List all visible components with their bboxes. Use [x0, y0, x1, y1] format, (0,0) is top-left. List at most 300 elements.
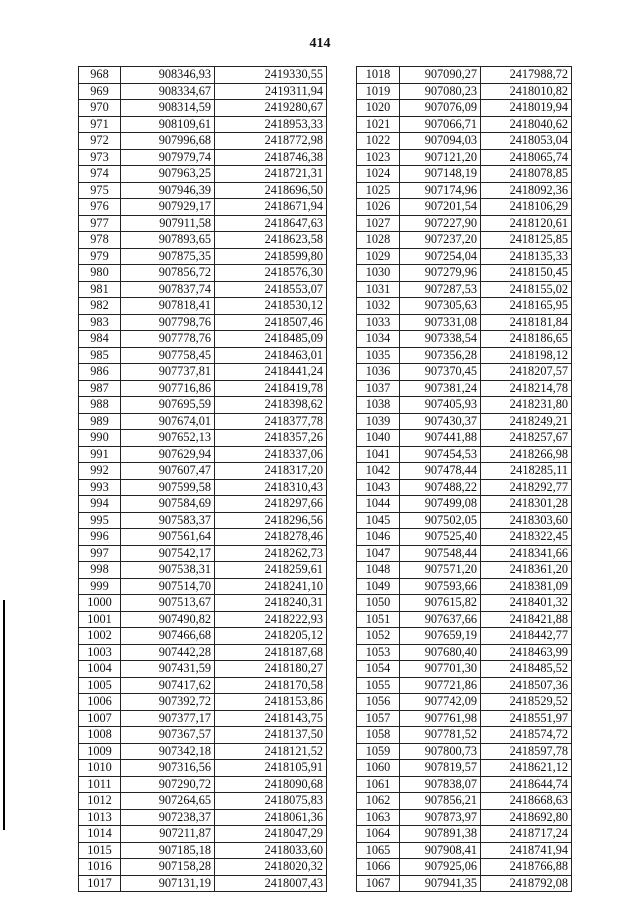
point-number-cell: 977 [79, 215, 121, 232]
y-coordinate-cell: 2418647,63 [215, 215, 327, 232]
x-coordinate-cell: 907442,28 [121, 644, 215, 661]
y-coordinate-cell: 2418205,12 [215, 628, 327, 645]
point-number-cell: 1042 [357, 463, 400, 480]
x-coordinate-cell: 907287,53 [400, 281, 481, 298]
point-number-cell: 1044 [357, 496, 400, 513]
x-coordinate-cell: 907227,90 [400, 215, 481, 232]
x-coordinate-cell: 907680,40 [400, 644, 481, 661]
x-coordinate-cell: 907290,72 [121, 776, 215, 793]
table-body-left [79, 67, 327, 892]
y-coordinate-cell: 2418341,66 [481, 545, 572, 562]
x-coordinate-cell: 907979,74 [121, 149, 215, 166]
table-row [357, 776, 572, 793]
y-coordinate-cell: 2418507,46 [215, 314, 327, 331]
x-coordinate-cell: 907279,96 [400, 265, 481, 282]
y-coordinate-cell: 2418007,43 [215, 875, 327, 892]
y-coordinate-cell: 2418766,88 [481, 859, 572, 876]
point-number-cell: 1058 [357, 727, 400, 744]
y-coordinate-cell: 2418105,91 [215, 760, 327, 777]
table-row [357, 133, 572, 150]
y-coordinate-cell: 2418257,67 [481, 430, 572, 447]
x-coordinate-cell: 908346,93 [121, 67, 215, 84]
y-coordinate-cell: 2418398,62 [215, 397, 327, 414]
y-coordinate-cell: 2418075,83 [215, 793, 327, 810]
y-coordinate-cell: 2418551,97 [481, 710, 572, 727]
table-row [357, 430, 572, 447]
point-number-cell: 970 [79, 100, 121, 117]
table-row [79, 578, 327, 595]
point-number-cell: 990 [79, 430, 121, 447]
table-row [357, 562, 572, 579]
y-coordinate-cell: 2418033,60 [215, 842, 327, 859]
x-coordinate-cell: 907674,01 [121, 413, 215, 430]
x-coordinate-cell: 907875,35 [121, 248, 215, 265]
table-row [79, 100, 327, 117]
table-row [79, 397, 327, 414]
y-coordinate-cell: 2418241,10 [215, 578, 327, 595]
x-coordinate-cell: 907891,38 [400, 826, 481, 843]
point-number-cell: 1018 [357, 67, 400, 84]
point-number-cell: 1053 [357, 644, 400, 661]
point-number-cell: 1064 [357, 826, 400, 843]
y-coordinate-cell: 2418047,29 [215, 826, 327, 843]
y-coordinate-cell: 2418297,66 [215, 496, 327, 513]
y-coordinate-cell: 2418668,63 [481, 793, 572, 810]
table-row [357, 413, 572, 430]
point-number-cell: 1008 [79, 727, 121, 744]
y-coordinate-cell: 2418181,84 [481, 314, 572, 331]
point-number-cell: 1059 [357, 743, 400, 760]
table-row [357, 232, 572, 249]
table-row [79, 232, 327, 249]
table-row [79, 677, 327, 694]
point-number-cell: 1063 [357, 809, 400, 826]
point-number-cell: 978 [79, 232, 121, 249]
x-coordinate-cell: 907094,03 [400, 133, 481, 150]
y-coordinate-cell: 2418381,09 [481, 578, 572, 595]
x-coordinate-cell: 907637,66 [400, 611, 481, 628]
table-row [357, 760, 572, 777]
table-row [357, 364, 572, 381]
table-row [79, 265, 327, 282]
x-coordinate-cell: 907742,09 [400, 694, 481, 711]
y-coordinate-cell: 2418121,52 [215, 743, 327, 760]
x-coordinate-cell: 907856,72 [121, 265, 215, 282]
table-row [79, 380, 327, 397]
point-number-cell: 1015 [79, 842, 121, 859]
y-coordinate-cell: 2418150,45 [481, 265, 572, 282]
x-coordinate-cell: 908109,61 [121, 116, 215, 133]
table-row [79, 463, 327, 480]
y-coordinate-cell: 2418553,07 [215, 281, 327, 298]
y-coordinate-cell: 2418259,61 [215, 562, 327, 579]
x-coordinate-cell: 907417,62 [121, 677, 215, 694]
x-coordinate-cell: 907963,25 [121, 166, 215, 183]
table-row [79, 149, 327, 166]
x-coordinate-cell: 907798,76 [121, 314, 215, 331]
table-row [79, 661, 327, 678]
y-coordinate-cell: 2418441,24 [215, 364, 327, 381]
point-number-cell: 1029 [357, 248, 400, 265]
y-coordinate-cell: 2418692,80 [481, 809, 572, 826]
x-coordinate-cell: 907701,30 [400, 661, 481, 678]
table-row [79, 710, 327, 727]
point-number-cell: 976 [79, 199, 121, 216]
point-number-cell: 993 [79, 479, 121, 496]
table-row [357, 380, 572, 397]
y-coordinate-cell: 2418120,61 [481, 215, 572, 232]
point-number-cell: 980 [79, 265, 121, 282]
x-coordinate-cell: 907837,74 [121, 281, 215, 298]
point-number-cell: 998 [79, 562, 121, 579]
point-number-cell: 1003 [79, 644, 121, 661]
y-coordinate-cell: 2418401,32 [481, 595, 572, 612]
y-coordinate-cell: 2418421,88 [481, 611, 572, 628]
point-number-cell: 994 [79, 496, 121, 513]
point-number-cell: 1033 [357, 314, 400, 331]
table-row [79, 826, 327, 843]
x-coordinate-cell: 907514,70 [121, 578, 215, 595]
y-coordinate-cell: 2419280,67 [215, 100, 327, 117]
y-coordinate-cell: 2418597,78 [481, 743, 572, 760]
point-number-cell: 984 [79, 331, 121, 348]
x-coordinate-cell: 907629,94 [121, 446, 215, 463]
y-coordinate-cell: 2418040,62 [481, 116, 572, 133]
y-coordinate-cell: 2418266,98 [481, 446, 572, 463]
x-coordinate-cell: 907925,06 [400, 859, 481, 876]
point-number-cell: 983 [79, 314, 121, 331]
x-coordinate-cell: 907264,65 [121, 793, 215, 810]
y-coordinate-cell: 2418696,50 [215, 182, 327, 199]
table-row [79, 281, 327, 298]
page-number: 414 [309, 36, 331, 51]
x-coordinate-cell: 907466,68 [121, 628, 215, 645]
table-row [357, 265, 572, 282]
point-number-cell: 988 [79, 397, 121, 414]
point-number-cell: 1067 [357, 875, 400, 892]
x-coordinate-cell: 907502,05 [400, 512, 481, 529]
point-number-cell: 1034 [357, 331, 400, 348]
point-number-cell: 1045 [357, 512, 400, 529]
point-number-cell: 1000 [79, 595, 121, 612]
table-row [79, 793, 327, 810]
x-coordinate-cell: 907076,09 [400, 100, 481, 117]
y-coordinate-cell: 2418078,85 [481, 166, 572, 183]
coordinates-table-right [356, 66, 572, 892]
table-row [79, 413, 327, 430]
table-row [357, 611, 572, 628]
table-row [79, 331, 327, 348]
x-coordinate-cell: 907818,41 [121, 298, 215, 315]
table-row [357, 314, 572, 331]
point-number-cell: 982 [79, 298, 121, 315]
margin-scan-mark [3, 600, 5, 830]
table-row [79, 562, 327, 579]
y-coordinate-cell: 2418317,20 [215, 463, 327, 480]
x-coordinate-cell: 907305,63 [400, 298, 481, 315]
table-row [357, 677, 572, 694]
x-coordinate-cell: 907381,24 [400, 380, 481, 397]
table-row [357, 215, 572, 232]
y-coordinate-cell: 2418361,20 [481, 562, 572, 579]
table-row [357, 727, 572, 744]
table-row [79, 545, 327, 562]
table-row [357, 842, 572, 859]
y-coordinate-cell: 2418019,94 [481, 100, 572, 117]
point-number-cell: 1026 [357, 199, 400, 216]
table-row [357, 298, 572, 315]
y-coordinate-cell: 2418153,86 [215, 694, 327, 711]
point-number-cell: 1054 [357, 661, 400, 678]
y-coordinate-cell: 2418530,12 [215, 298, 327, 315]
x-coordinate-cell: 907615,82 [400, 595, 481, 612]
y-coordinate-cell: 2418463,01 [215, 347, 327, 364]
table-row [357, 182, 572, 199]
table-row [79, 694, 327, 711]
table-row [357, 149, 572, 166]
table-row [357, 578, 572, 595]
point-number-cell: 1027 [357, 215, 400, 232]
point-number-cell: 1022 [357, 133, 400, 150]
table-row [357, 166, 572, 183]
x-coordinate-cell: 907838,07 [400, 776, 481, 793]
table-row [79, 628, 327, 645]
table-row [79, 727, 327, 744]
y-coordinate-cell: 2418576,30 [215, 265, 327, 282]
x-coordinate-cell: 907405,93 [400, 397, 481, 414]
x-coordinate-cell: 907893,65 [121, 232, 215, 249]
x-coordinate-cell: 907856,21 [400, 793, 481, 810]
point-number-cell: 987 [79, 380, 121, 397]
y-coordinate-cell: 2418155,02 [481, 281, 572, 298]
table-row [357, 83, 572, 100]
y-coordinate-cell: 2418301,28 [481, 496, 572, 513]
table-row [79, 842, 327, 859]
x-coordinate-cell: 907873,97 [400, 809, 481, 826]
y-coordinate-cell: 2418222,93 [215, 611, 327, 628]
point-number-cell: 1040 [357, 430, 400, 447]
x-coordinate-cell: 907761,98 [400, 710, 481, 727]
table-row [79, 529, 327, 546]
x-coordinate-cell: 907721,86 [400, 677, 481, 694]
y-coordinate-cell: 2418143,75 [215, 710, 327, 727]
table-row [79, 166, 327, 183]
table-row [79, 760, 327, 777]
point-number-cell: 1039 [357, 413, 400, 430]
point-number-cell: 1019 [357, 83, 400, 100]
point-number-cell: 1001 [79, 611, 121, 628]
point-number-cell: 1048 [357, 562, 400, 579]
point-number-cell: 1047 [357, 545, 400, 562]
x-coordinate-cell: 907513,67 [121, 595, 215, 612]
table-row [357, 875, 572, 892]
x-coordinate-cell: 907488,22 [400, 479, 481, 496]
table-row [357, 479, 572, 496]
point-number-cell: 1031 [357, 281, 400, 298]
x-coordinate-cell: 907254,04 [400, 248, 481, 265]
table-row [357, 281, 572, 298]
point-number-cell: 979 [79, 248, 121, 265]
point-number-cell: 981 [79, 281, 121, 298]
point-number-cell: 968 [79, 67, 121, 84]
x-coordinate-cell: 907201,54 [400, 199, 481, 216]
table-row [357, 595, 572, 612]
y-coordinate-cell: 2418377,78 [215, 413, 327, 430]
y-coordinate-cell: 2419330,55 [215, 67, 327, 84]
point-number-cell: 1050 [357, 595, 400, 612]
y-coordinate-cell: 2418198,12 [481, 347, 572, 364]
table-row [357, 397, 572, 414]
table-row [79, 248, 327, 265]
point-number-cell: 989 [79, 413, 121, 430]
y-coordinate-cell: 2418170,58 [215, 677, 327, 694]
x-coordinate-cell: 907211,87 [121, 826, 215, 843]
x-coordinate-cell: 907652,13 [121, 430, 215, 447]
y-coordinate-cell: 2419311,94 [215, 83, 327, 100]
table-row [79, 859, 327, 876]
point-number-cell: 1013 [79, 809, 121, 826]
x-coordinate-cell: 907377,17 [121, 710, 215, 727]
point-number-cell: 1025 [357, 182, 400, 199]
y-coordinate-cell: 2418065,74 [481, 149, 572, 166]
x-coordinate-cell: 907778,76 [121, 331, 215, 348]
point-number-cell: 1012 [79, 793, 121, 810]
point-number-cell: 1043 [357, 479, 400, 496]
point-number-cell: 1009 [79, 743, 121, 760]
x-coordinate-cell: 907131,19 [121, 875, 215, 892]
point-number-cell: 1030 [357, 265, 400, 282]
y-coordinate-cell: 2418214,78 [481, 380, 572, 397]
x-coordinate-cell: 907342,18 [121, 743, 215, 760]
x-coordinate-cell: 907370,45 [400, 364, 481, 381]
y-coordinate-cell: 2418278,46 [215, 529, 327, 546]
y-coordinate-cell: 2418717,24 [481, 826, 572, 843]
point-number-cell: 1020 [357, 100, 400, 117]
point-number-cell: 1036 [357, 364, 400, 381]
x-coordinate-cell: 907392,72 [121, 694, 215, 711]
x-coordinate-cell: 907238,37 [121, 809, 215, 826]
table-row [79, 430, 327, 447]
y-coordinate-cell: 2418357,26 [215, 430, 327, 447]
point-number-cell: 1014 [79, 826, 121, 843]
x-coordinate-cell: 907996,68 [121, 133, 215, 150]
table-row [79, 182, 327, 199]
point-number-cell: 1010 [79, 760, 121, 777]
point-number-cell: 1002 [79, 628, 121, 645]
table-row [357, 859, 572, 876]
y-coordinate-cell: 2418186,65 [481, 331, 572, 348]
x-coordinate-cell: 907593,66 [400, 578, 481, 595]
y-coordinate-cell: 2418303,60 [481, 512, 572, 529]
x-coordinate-cell: 907431,59 [121, 661, 215, 678]
point-number-cell: 991 [79, 446, 121, 463]
point-number-cell: 999 [79, 578, 121, 595]
point-number-cell: 1055 [357, 677, 400, 694]
y-coordinate-cell: 2418671,94 [215, 199, 327, 216]
point-number-cell: 986 [79, 364, 121, 381]
x-coordinate-cell: 908334,67 [121, 83, 215, 100]
y-coordinate-cell: 2418485,09 [215, 331, 327, 348]
x-coordinate-cell: 907908,41 [400, 842, 481, 859]
x-coordinate-cell: 907237,20 [400, 232, 481, 249]
x-coordinate-cell: 907819,57 [400, 760, 481, 777]
table-row [79, 364, 327, 381]
x-coordinate-cell: 907929,17 [121, 199, 215, 216]
table-row [79, 875, 327, 892]
point-number-cell: 1046 [357, 529, 400, 546]
table-row [357, 512, 572, 529]
x-coordinate-cell: 907148,19 [400, 166, 481, 183]
table-row [357, 463, 572, 480]
x-coordinate-cell: 907941,35 [400, 875, 481, 892]
table-row [357, 248, 572, 265]
y-coordinate-cell: 2418310,43 [215, 479, 327, 496]
y-coordinate-cell: 2418337,06 [215, 446, 327, 463]
y-coordinate-cell: 2418296,56 [215, 512, 327, 529]
point-number-cell: 1006 [79, 694, 121, 711]
x-coordinate-cell: 907158,28 [121, 859, 215, 876]
point-number-cell: 1032 [357, 298, 400, 315]
y-coordinate-cell: 2418285,11 [481, 463, 572, 480]
x-coordinate-cell: 907185,18 [121, 842, 215, 859]
table-row [357, 67, 572, 84]
table-row [79, 83, 327, 100]
y-coordinate-cell: 2418746,38 [215, 149, 327, 166]
point-number-cell: 1038 [357, 397, 400, 414]
y-coordinate-cell: 2418240,31 [215, 595, 327, 612]
table-row [79, 314, 327, 331]
point-number-cell: 1066 [357, 859, 400, 876]
y-coordinate-cell: 2418772,98 [215, 133, 327, 150]
x-coordinate-cell: 907090,27 [400, 67, 481, 84]
point-number-cell: 1004 [79, 661, 121, 678]
x-coordinate-cell: 907331,08 [400, 314, 481, 331]
x-coordinate-cell: 907781,52 [400, 727, 481, 744]
y-coordinate-cell: 2418792,08 [481, 875, 572, 892]
x-coordinate-cell: 907066,71 [400, 116, 481, 133]
y-coordinate-cell: 2418053,04 [481, 133, 572, 150]
x-coordinate-cell: 907737,81 [121, 364, 215, 381]
x-coordinate-cell: 907542,17 [121, 545, 215, 562]
point-number-cell: 1023 [357, 149, 400, 166]
y-coordinate-cell: 2418020,32 [215, 859, 327, 876]
x-coordinate-cell: 907356,28 [400, 347, 481, 364]
table-row [357, 116, 572, 133]
point-number-cell: 1065 [357, 842, 400, 859]
x-coordinate-cell: 907584,69 [121, 496, 215, 513]
point-number-cell: 995 [79, 512, 121, 529]
x-coordinate-cell: 907911,58 [121, 215, 215, 232]
table-row [357, 331, 572, 348]
table-row [79, 298, 327, 315]
table-row [79, 496, 327, 513]
x-coordinate-cell: 907367,57 [121, 727, 215, 744]
table-row [79, 479, 327, 496]
x-coordinate-cell: 907583,37 [121, 512, 215, 529]
table-row [357, 743, 572, 760]
point-number-cell: 992 [79, 463, 121, 480]
table-row [357, 347, 572, 364]
point-number-cell: 1017 [79, 875, 121, 892]
x-coordinate-cell: 907758,45 [121, 347, 215, 364]
y-coordinate-cell: 2418599,80 [215, 248, 327, 265]
point-number-cell: 1062 [357, 793, 400, 810]
x-coordinate-cell: 907316,56 [121, 760, 215, 777]
x-coordinate-cell: 907080,23 [400, 83, 481, 100]
table-row [357, 446, 572, 463]
point-number-cell: 1056 [357, 694, 400, 711]
y-coordinate-cell: 2418741,94 [481, 842, 572, 859]
